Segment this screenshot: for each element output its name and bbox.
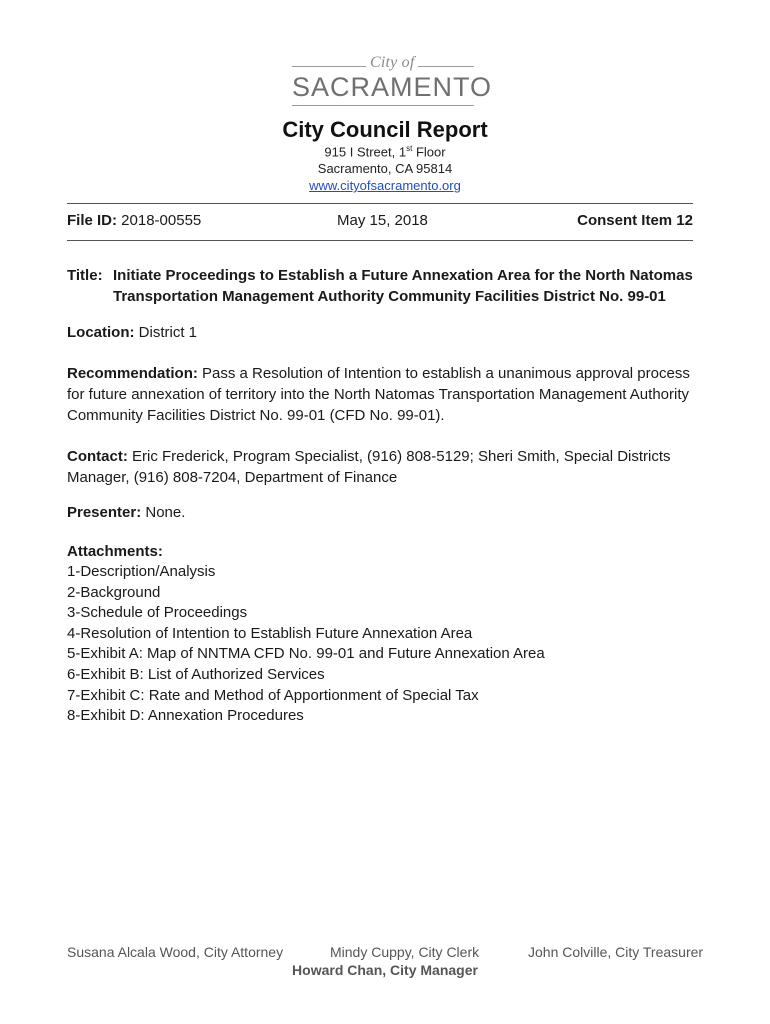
logo-sacramento-text: SACRAMENTO (292, 72, 493, 102)
title-label: Title: (67, 267, 103, 284)
meeting-date: May 15, 2018 (337, 212, 428, 229)
report-title-section (67, 265, 707, 307)
attachments-label: Attachments: (67, 543, 163, 560)
city-of-sacramento-logo (290, 54, 493, 108)
attachments-section (67, 541, 707, 727)
meta-row (67, 212, 693, 232)
title-line-2: Transportation Management Authority Community Facilities District No. 99-01 (113, 288, 666, 305)
location-label: Location: (67, 324, 135, 341)
contact-section (67, 446, 707, 488)
footer-city-treasurer: John Colville, City Treasurer (528, 944, 704, 960)
attachment-item: 1-Description/Analysis (67, 563, 216, 580)
recommendation-label: Recommendation: (67, 365, 198, 382)
attachments-list (67, 562, 707, 727)
presenter-label: Presenter: (67, 504, 142, 521)
footer-city-manager: Howard Chan, City Manager (292, 962, 478, 978)
file-id-label: File ID: (67, 212, 118, 229)
presenter-value: None. (141, 504, 186, 521)
attachment-item: 5-Exhibit A: Map of NNTMA CFD No. 99-01 and Future Annexation Area (67, 645, 545, 663)
location-value: District 1 (134, 324, 198, 341)
header-divider-bottom (67, 240, 693, 241)
attachment-item: 7-Exhibit C: Rate and Method of Apportionment of Special Tax (67, 686, 479, 704)
file-id (67, 212, 201, 229)
header-divider-top (67, 203, 693, 204)
location-section (67, 322, 707, 343)
address-floor: Floor (412, 144, 446, 160)
recommendation-value: Pass a Resolution of Intention to establish a unanimous approval process for future annexation of territory into the North Natomas Transportation Management Authority Community Facilities District No. 99-01 (CFD No. 99-01). (67, 365, 690, 424)
attachment-item: 8-Exhibit D: Annexation Procedures (67, 707, 304, 725)
attachment-item: 2-Background (67, 583, 161, 601)
footer-city-attorney: Susana Alcala Wood, City Attorney (67, 944, 284, 960)
website-line (0, 178, 770, 193)
logo-rule-left (292, 66, 366, 67)
address-street: 915 I Street, 1 (324, 144, 407, 160)
report-title: City Council Report (282, 117, 488, 142)
attachment-item: 4-Resolution of Intention to Establish Future Annexation Area (67, 624, 473, 642)
attachment-item: 3-Schedule of Proceedings (67, 604, 248, 622)
recommendation-section (67, 363, 707, 426)
logo-city-of-text: City of (370, 54, 415, 71)
contact-label: Contact: (67, 448, 128, 465)
contact-value: Eric Frederick, Program Specialist, (916) 808-5129; Sheri Smith, Special Districts Manager, (916) 808-7204, Department of Finance (67, 448, 671, 486)
address-line-2: Sacramento, CA 95814 (317, 161, 453, 176)
attachment-item: 6-Exhibit B: List of Authorized Services (67, 665, 325, 683)
address-line-1 (0, 144, 770, 159)
title-line-1: Initiate Proceedings to Establish a Future Annexation Area for the North Natomas (113, 267, 693, 284)
logo-rule-bottom (292, 105, 474, 106)
footer-city-clerk: Mindy Cuppy, City Clerk (330, 944, 480, 960)
file-id-value: 2018-00555 (117, 212, 202, 229)
logo-rule-right (418, 66, 474, 67)
website-link[interactable]: www.cityofsacramento.org (309, 178, 461, 193)
consent-item: Consent Item 12 (577, 212, 693, 229)
presenter-section (67, 502, 707, 523)
address-ordinal: st (406, 144, 413, 153)
